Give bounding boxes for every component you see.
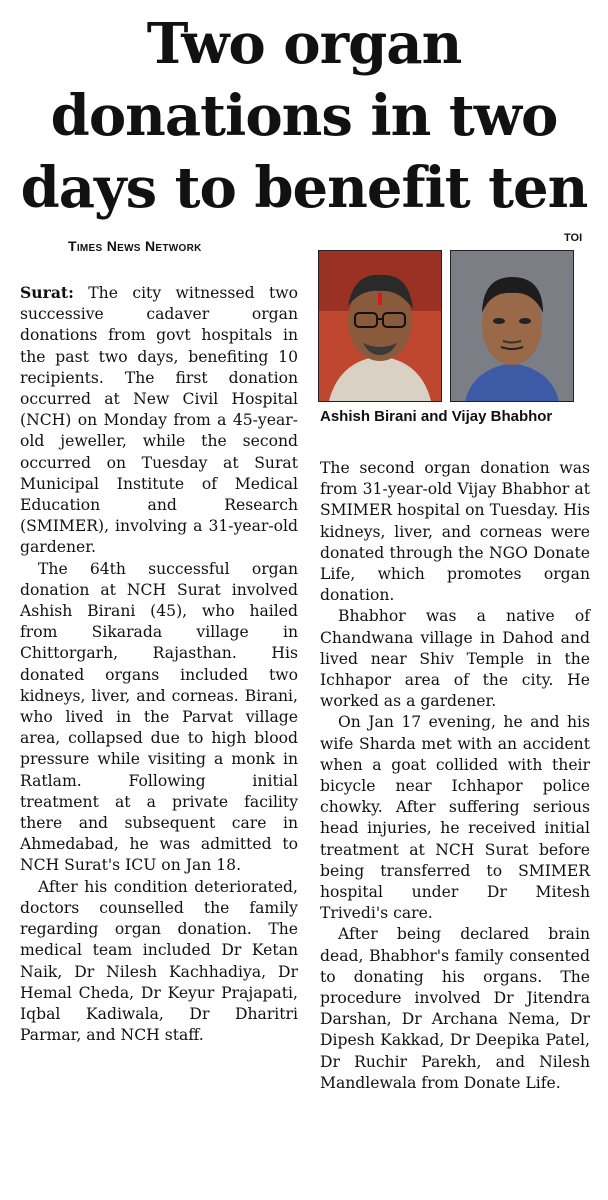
article-paragraph: The 64th successful organ donation at NCH Surat involved Ashish Birani (45), who hailed from Sikarada village in Chittorgarh, Rajasthan. His donated organs included two kidneys, liver, and corneas. Birani, who lived in the Parvat village area, collapsed due to high blood pressure while visiting a monk in Ratlam. Following initial treatment at a private facility there and subsequent care in Ahmedabad, he was admitted to NCH Surat's ICU on Jan 18.: [20, 559, 298, 875]
photo-caption: Ashish Birani and Vijay Bhabhor: [320, 408, 553, 425]
portrait-photo-icon: [450, 250, 574, 402]
headline: Two organ donations in two days to benefit ten: [20, 11, 588, 221]
photo-pair: [318, 250, 586, 402]
article-paragraph: [20, 282, 298, 559]
portrait-photo-icon: [318, 250, 442, 402]
dateline: Surat:: [20, 283, 74, 302]
article-paragraph: After his condition deteriorated, doctors counselled the family regarding organ donation. The medical team included Dr Ketan Naik, Dr Nilesh Kachhadiya, Dr Hemal Cheda, Dr Keyur Prajapati, Iqbal Kadiwala, Dr Dharitri Parmar, and NCH staff.: [20, 877, 298, 1045]
byline: Times News Network: [68, 238, 202, 254]
article-column-right: [320, 458, 590, 1094]
photo-credit: TOI: [564, 232, 583, 244]
article-paragraph: On Jan 17 evening, he and his wife Sharda met with an accident when a goat collided with their bicycle near Ichhapor police chowky. After suffering serious head injuries, he received initial treatment at NCH Surat before being transferred to SMIMER hospital under Dr Mitesh Trivedi's care.: [320, 713, 590, 923]
article-paragraph: Bhabhor was a native of Chandwana village in Dahod and lived near Shiv Temple in the Ichhapor area of the city. He worked as a gardener.: [320, 607, 590, 711]
article-column-left: [20, 282, 298, 1046]
article-paragraph: The second organ donation was from 31-year-old Vijay Bhabhor at SMIMER hospital on Tuesday. His kidneys, liver, and corneas were donated through the NGO Donate Life, which promotes organ donation.: [320, 459, 590, 605]
paragraph-text: The city witnessed two successive cadaver organ donations from govt hospitals in the past two days, benefiting 10 recipients. The first donation occurred at New Civil Hospital (NCH) on Monday from a 45-year-old jeweller, while the second occurred on Tuesday at Surat Municipal Institute of Medical Education and Research (SMIMER), involving a 31-year-old gardener.: [20, 284, 298, 557]
article-paragraph: After being declared brain dead, Bhabhor's family consented to donating his organs. The procedure involved Dr Jitendra Darshan, Dr Archana Nema, Dr Dipesh Kakkad, Dr Deepika Patel, Dr Ruchir Parekh, and Nilesh Mandlewala from Donate Life.: [320, 925, 590, 1092]
